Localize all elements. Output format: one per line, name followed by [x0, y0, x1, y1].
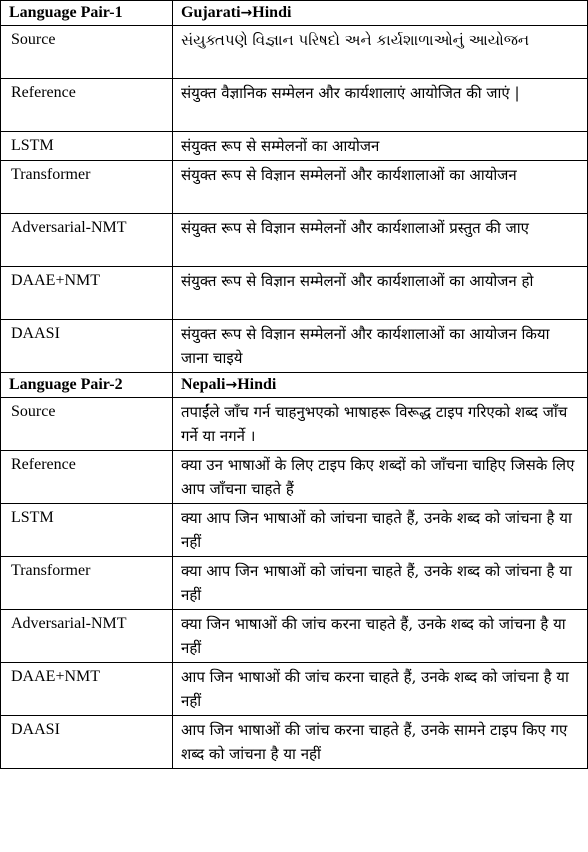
- language-pair-label: Language Pair-1: [1, 1, 173, 26]
- table-row: [1, 79, 588, 132]
- translation-text: संयुक्त रूप से विज्ञान सम्मेलनों और कार्यशालाओं का आयोजन: [173, 161, 588, 214]
- system-name: DAASI: [1, 320, 173, 373]
- translation-text: संयुक्त रूप से विज्ञान सम्मेलनों और कार्यशालाओं का आयोजन हो: [173, 267, 588, 320]
- system-name: Transformer: [1, 161, 173, 214]
- translation-text: क्या आप जिन भाषाओं को जांचना चाहते हैं, उनके शब्द को जांचना है या नहीं: [173, 557, 588, 610]
- system-name: LSTM: [1, 132, 173, 161]
- system-name: LSTM: [1, 504, 173, 557]
- system-name: Adversarial-NMT: [1, 214, 173, 267]
- source-language: Gujarati: [181, 4, 241, 21]
- system-name: Adversarial-NMT: [1, 610, 173, 663]
- language-direction: [173, 373, 588, 398]
- translation-text: क्या आप जिन भाषाओं को जांचना चाहते हैं, उनके शब्द को जांचना है या नहीं: [173, 504, 588, 557]
- system-name: DAASI: [1, 716, 173, 769]
- translation-text: संयुक्त रूप से विज्ञान सम्मेलनों और कार्यशालाओं प्रस्तुत की जाए: [173, 214, 588, 267]
- table-row: [1, 267, 588, 320]
- translation-text: आप जिन भाषाओं की जांच करना चाहते हैं, उनके शब्द को जांचना है या नहीं: [173, 663, 588, 716]
- translation-text: संयुक्त रूप से सम्मेलनों का आयोजन: [173, 132, 588, 161]
- language-direction: [173, 1, 588, 26]
- system-name: Source: [1, 398, 173, 451]
- translation-text: સંયુક્તપણે વિજ્ઞાન પરિષદો અને કાર્યશાળાઓનું આયોજન: [173, 26, 588, 79]
- table-row: [1, 610, 588, 663]
- table-row: [1, 504, 588, 557]
- system-name: Transformer: [1, 557, 173, 610]
- translation-text: तपाईंले जाँच गर्न चाहनुभएको भाषाहरू विरूद्ध टाइप गरिएको शब्द जाँच गर्ने या नगर्ने ।: [173, 398, 588, 451]
- translation-text: संयुक्त रूप से विज्ञान सम्मेलनों और कार्यशालाओं का आयोजन किया जाना चाइये: [173, 320, 588, 373]
- arrow-right-icon: →: [240, 5, 253, 21]
- language-pair-1-header-row: [1, 1, 588, 26]
- translation-text: क्या जिन भाषाओं की जांच करना चाहते हैं, उनके शब्द को जांचना है या नहीं: [173, 610, 588, 663]
- table-row: [1, 26, 588, 79]
- translation-text: आप जिन भाषाओं की जांच करना चाहते हैं, उनके सामने टाइप किए गए शब्द को जांचना है या नहीं: [173, 716, 588, 769]
- target-language: Hindi: [237, 376, 277, 393]
- table-row: [1, 451, 588, 504]
- table-row: [1, 398, 588, 451]
- system-name: DAAE+NMT: [1, 663, 173, 716]
- table-row: [1, 214, 588, 267]
- system-name: Reference: [1, 79, 173, 132]
- system-name: Reference: [1, 451, 173, 504]
- table-row: [1, 557, 588, 610]
- language-pair-2-header-row: [1, 373, 588, 398]
- language-pair-label: Language Pair-2: [1, 373, 173, 398]
- system-name: DAAE+NMT: [1, 267, 173, 320]
- target-language: Hindi: [252, 4, 292, 21]
- table-row: [1, 663, 588, 716]
- table-row: [1, 161, 588, 214]
- source-language: Nepali: [181, 376, 226, 393]
- table-row: [1, 132, 588, 161]
- system-name: Source: [1, 26, 173, 79]
- table-row: [1, 320, 588, 373]
- translation-text: क्या उन भाषाओं के लिए टाइप किए शब्दों को जाँचना चाहिए जिसके लिए आप जाँचना चाहते हैं: [173, 451, 588, 504]
- arrow-right-icon: →: [225, 377, 238, 393]
- table-row: [1, 716, 588, 769]
- translation-text: संयुक्त वैज्ञानिक सम्मेलन और कार्यशालाएं आयोजित की जाएं |: [173, 79, 588, 132]
